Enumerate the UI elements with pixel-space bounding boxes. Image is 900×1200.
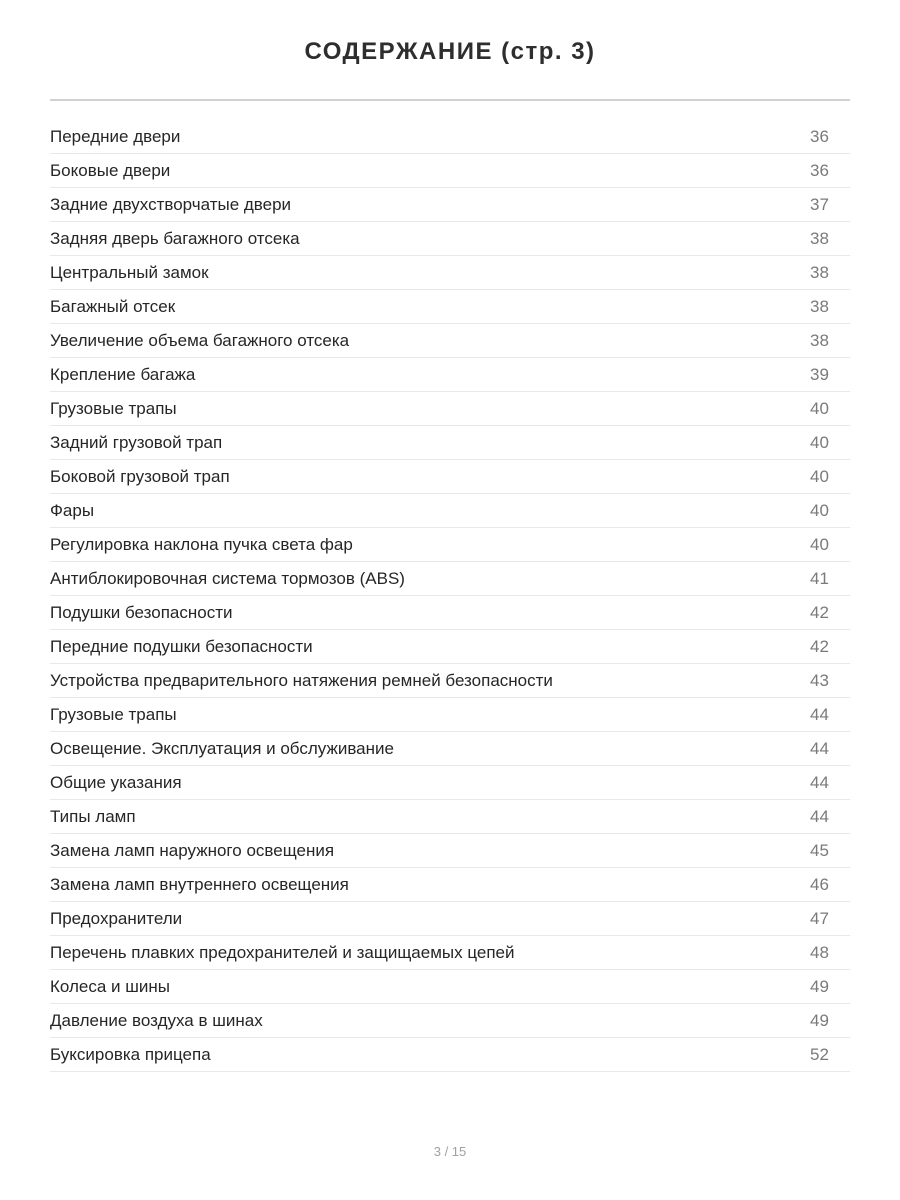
toc-entry-title: Освещение. Эксплуатация и обслуживание xyxy=(50,738,394,758)
toc-entry-page-number: 38 xyxy=(810,262,829,282)
toc-entry[interactable] xyxy=(50,902,850,936)
toc-entry[interactable] xyxy=(50,154,850,188)
toc-entry[interactable] xyxy=(50,562,850,596)
toc-entry[interactable] xyxy=(50,664,850,698)
toc-entry-page-number: 38 xyxy=(810,296,829,316)
toc-entry-title: Фары xyxy=(50,500,95,520)
toc-entry-page-number: 40 xyxy=(810,432,829,452)
toc-entry-page-number: 44 xyxy=(810,806,829,826)
toc-entry-page-number: 52 xyxy=(810,1044,829,1064)
toc-entry-page-number: 40 xyxy=(810,398,829,418)
toc-entry-page-number: 47 xyxy=(810,908,829,928)
toc-entry-title: Грузовые трапы xyxy=(50,398,177,418)
toc-entry-title: Боковой грузовой трап xyxy=(50,466,230,486)
toc-entry-page-number: 42 xyxy=(810,636,829,656)
toc-entry-title: Подушки безопасности xyxy=(50,602,233,622)
toc-entry[interactable] xyxy=(50,222,850,256)
toc-entry-page-number: 44 xyxy=(810,704,829,724)
toc-entry-page-number: 36 xyxy=(810,160,829,180)
toc-entry-title: Устройства предварительного натяжения ремней безопасности xyxy=(50,670,553,690)
toc-entry-title: Задние двухстворчатые двери xyxy=(50,194,292,214)
toc-entry-title: Буксировка прицепа xyxy=(50,1044,211,1064)
toc-entry[interactable] xyxy=(50,868,850,902)
toc-entry[interactable] xyxy=(50,1038,850,1072)
toc-entry[interactable] xyxy=(50,426,850,460)
toc-entry-page-number: 40 xyxy=(810,500,829,520)
toc-entry-page-number: 38 xyxy=(810,228,829,248)
toc-entry[interactable] xyxy=(50,596,850,630)
toc-entry[interactable] xyxy=(50,256,850,290)
toc-entry-title: Увеличение объема багажного отсека xyxy=(50,330,350,350)
toc-entry-title: Предохранители xyxy=(50,908,183,928)
page-number-indicator: 3 / 15 xyxy=(433,1144,467,1159)
toc-entry[interactable] xyxy=(50,630,850,664)
toc-entry-page-number: 39 xyxy=(810,364,829,384)
toc-entry-title: Багажный отсек xyxy=(50,296,176,316)
toc-entry-page-number: 38 xyxy=(810,330,829,350)
toc-entry-title: Передние двери xyxy=(50,126,181,146)
toc-entry[interactable] xyxy=(50,698,850,732)
toc-entry[interactable] xyxy=(50,834,850,868)
toc-entry[interactable] xyxy=(50,324,850,358)
toc-entry-title: Центральный замок xyxy=(50,262,209,282)
page-title: СОДЕРЖАНИЕ (стр. 3) xyxy=(304,38,596,65)
toc-entry-page-number: 41 xyxy=(810,568,829,588)
toc-entry-page-number: 44 xyxy=(810,738,829,758)
toc-entry-title: Задняя дверь багажного отсека xyxy=(50,228,300,248)
toc-entry[interactable] xyxy=(50,358,850,392)
toc-entry-title: Грузовые трапы xyxy=(50,704,177,724)
toc-entry-title: Колеса и шины xyxy=(50,976,170,996)
title-divider xyxy=(50,99,850,101)
toc-entry-page-number: 46 xyxy=(810,874,829,894)
toc-entry-page-number: 36 xyxy=(810,126,829,146)
toc-entry[interactable] xyxy=(50,494,850,528)
toc-entry-page-number: 49 xyxy=(810,976,829,996)
toc-list xyxy=(50,120,850,1072)
toc-entry[interactable] xyxy=(50,460,850,494)
toc-entry[interactable] xyxy=(50,290,850,324)
toc-entry-page-number: 40 xyxy=(810,534,829,554)
toc-entry[interactable] xyxy=(50,800,850,834)
toc-entry[interactable] xyxy=(50,936,850,970)
toc-entry-page-number: 42 xyxy=(810,602,829,622)
toc-entry-title: Замена ламп внутреннего освещения xyxy=(50,874,349,894)
toc-entry[interactable] xyxy=(50,120,850,154)
toc-entry[interactable] xyxy=(50,1004,850,1038)
toc-entry[interactable] xyxy=(50,188,850,222)
toc-entry-page-number: 48 xyxy=(810,942,829,962)
toc-entry-title: Регулировка наклона пучка света фар xyxy=(50,534,353,554)
toc-entry[interactable] xyxy=(50,732,850,766)
toc-entry-title: Задний грузовой трап xyxy=(50,432,223,452)
toc-entry-title: Антиблокировочная система тормозов (ABS) xyxy=(50,568,405,588)
toc-entry-page-number: 43 xyxy=(810,670,829,690)
toc-entry-page-number: 44 xyxy=(810,772,829,792)
toc-entry[interactable] xyxy=(50,528,850,562)
toc-entry-title: Боковые двери xyxy=(50,160,171,180)
toc-entry-title: Перечень плавких предохранителей и защищаемых цепей xyxy=(50,942,515,962)
toc-entry-title: Типы ламп xyxy=(50,806,136,826)
toc-entry[interactable] xyxy=(50,766,850,800)
toc-entry-title: Общие указания xyxy=(50,772,182,792)
toc-entry-title: Замена ламп наружного освещения xyxy=(50,840,335,860)
toc-entry-page-number: 49 xyxy=(810,1010,829,1030)
toc-entry[interactable] xyxy=(50,392,850,426)
toc-entry-title: Давление воздуха в шинах xyxy=(50,1010,263,1030)
toc-entry[interactable] xyxy=(50,970,850,1004)
toc-entry-page-number: 40 xyxy=(810,466,829,486)
toc-entry-title: Крепление багажа xyxy=(50,364,196,384)
toc-entry-page-number: 37 xyxy=(810,194,829,214)
toc-entry-page-number: 45 xyxy=(810,840,829,860)
toc-entry-title: Передние подушки безопасности xyxy=(50,636,313,656)
